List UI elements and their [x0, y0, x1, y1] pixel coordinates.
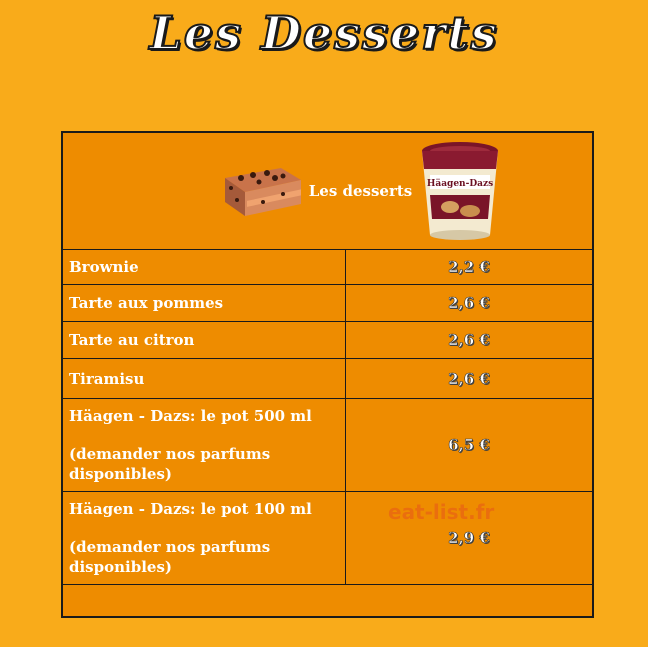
header-label: Les desserts: [308, 182, 413, 200]
dessert-menu-table: [61, 131, 594, 618]
table-row: [62, 492, 593, 585]
item-cell: [62, 492, 346, 585]
table-row: [62, 285, 593, 322]
item-name: Tiramisu: [62, 359, 346, 399]
table-row: [62, 399, 593, 492]
page-title: Les Desserts: [149, 6, 499, 60]
icecream-pot-image: [418, 139, 502, 243]
item-name: Häagen - Dazs: le pot 500 ml: [69, 407, 312, 425]
table-row: [62, 250, 593, 285]
item-note: (demander nos parfums disponibles): [69, 538, 271, 576]
watermark-text: eat-list.fr: [388, 500, 495, 524]
item-name: Brownie: [62, 250, 346, 285]
item-price: 6,5 €: [346, 399, 594, 492]
table-row: [62, 359, 593, 399]
brand-label: Häagen-Dazs: [427, 179, 494, 189]
brownie-image: [223, 164, 303, 218]
item-price: 2,6 €: [346, 322, 594, 359]
table-footer-cell: [62, 585, 593, 618]
table-header-row: [62, 132, 593, 250]
table-footer-row: [62, 585, 593, 618]
item-price: 2,6 €: [346, 285, 594, 322]
table-header-cell: [62, 132, 593, 250]
item-name: Häagen - Dazs: le pot 100 ml: [69, 500, 312, 518]
item-name: Tarte au citron: [62, 322, 346, 359]
item-note: (demander nos parfums disponibles): [69, 445, 271, 483]
item-name: Tarte aux pommes: [62, 285, 346, 322]
table-row: [62, 322, 593, 359]
item-price: 2,9 €: [346, 492, 594, 585]
item-price: 2,6 €: [346, 359, 594, 399]
item-cell: [62, 399, 346, 492]
item-price: 2,2 €: [346, 250, 594, 285]
